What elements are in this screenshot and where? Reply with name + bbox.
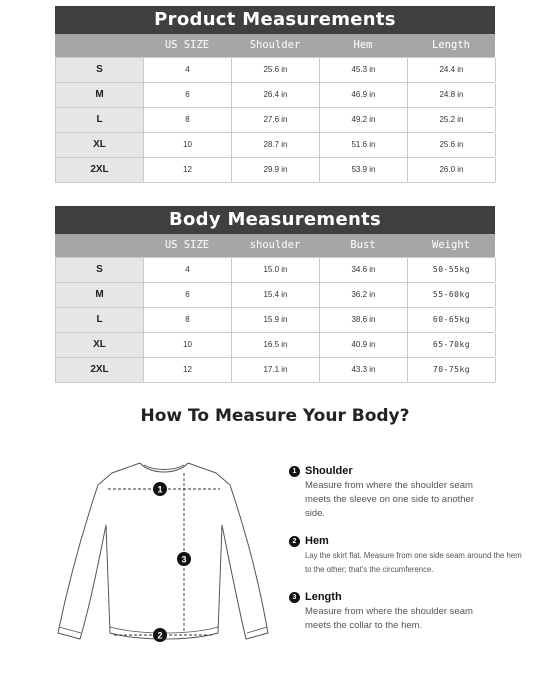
header-cell: shoulder — [249, 239, 301, 251]
table-cell: 46.9 in — [319, 83, 407, 107]
instruction-length — [289, 591, 529, 633]
table-row — [55, 157, 495, 183]
marker-1-label: 1 — [157, 484, 163, 495]
table-cell: 38.6 in — [319, 308, 407, 332]
table-cell: 12 — [143, 358, 231, 382]
table-cell: 8 — [143, 308, 231, 332]
body-measurements-table — [55, 206, 495, 383]
table-row — [55, 307, 495, 332]
size-cell: M — [55, 83, 143, 107]
number-badge: 1 — [289, 466, 300, 477]
marker-2-label: 2 — [157, 630, 163, 641]
number-badge: 3 — [289, 592, 300, 603]
table-cell: 12 — [143, 158, 231, 182]
table-cell: 70-75kg — [407, 358, 496, 382]
size-cell: S — [55, 258, 143, 282]
marker-3-label: 3 — [181, 554, 187, 565]
table-cell: 45.3 in — [319, 58, 407, 82]
table-cell: 50-55kg — [407, 258, 496, 282]
table-cell: 25.6 in — [407, 133, 496, 157]
instruction-text: Lay the skirt flat. Measure from one side seam around the hem to the other; that's the circumference. — [305, 551, 522, 574]
table-cell: 4 — [143, 258, 231, 282]
table-cell: 34.6 in — [319, 258, 407, 282]
number-badge: 2 — [289, 536, 300, 547]
table-cell: 8 — [143, 108, 231, 132]
header-cell: US SIZE — [164, 39, 210, 51]
product-table-title: Product Measurements — [55, 6, 495, 34]
table-cell: 49.2 in — [319, 108, 407, 132]
product-table-body — [55, 57, 495, 183]
table-cell: 53.9 in — [319, 158, 407, 182]
size-cell: XL — [55, 133, 143, 157]
size-cell: S — [55, 58, 143, 82]
table-cell: 40.9 in — [319, 333, 407, 357]
header-cell: Length — [432, 39, 470, 51]
table-row — [55, 357, 495, 383]
table-cell: 24.8 in — [407, 83, 496, 107]
table-cell: 26.0 in — [407, 158, 496, 182]
table-row — [55, 282, 495, 307]
table-cell: 10 — [143, 133, 231, 157]
header-cell: Weight — [432, 239, 470, 251]
table-cell: 55-60kg — [407, 283, 496, 307]
table-cell: 43.3 in — [319, 358, 407, 382]
instruction-title: Hem — [305, 535, 329, 547]
instruction-shoulder — [289, 465, 529, 521]
instruction-text: Measure from where the shoulder seam meets the collar to the hem. — [305, 606, 473, 631]
size-cell: M — [55, 283, 143, 307]
table-cell: 6 — [143, 83, 231, 107]
marker-3 — [177, 552, 191, 566]
size-cell: 2XL — [55, 158, 143, 182]
table-cell: 17.1 in — [231, 358, 319, 382]
table-cell: 65-70kg — [407, 333, 496, 357]
size-cell: L — [55, 108, 143, 132]
header-cell: US SIZE — [164, 239, 210, 251]
table-cell: 27.6 in — [231, 108, 319, 132]
product-measurements-table — [55, 6, 495, 183]
header-cell — [55, 34, 143, 57]
size-cell: 2XL — [55, 358, 143, 382]
size-cell: XL — [55, 333, 143, 357]
table-cell: 28.7 in — [231, 133, 319, 157]
sweater-diagram — [50, 455, 280, 650]
table-cell: 15.0 in — [231, 258, 319, 282]
header-cell: Bust — [350, 239, 376, 251]
table-cell: 60-65kg — [407, 308, 496, 332]
measurement-lines — [108, 473, 220, 635]
table-row — [55, 332, 495, 357]
body-table-title: Body Measurements — [55, 206, 495, 234]
table-cell: 15.4 in — [231, 283, 319, 307]
table-row — [55, 107, 495, 132]
instruction-title: Shoulder — [305, 465, 353, 477]
table-cell: 29.9 in — [231, 158, 319, 182]
table-cell: 10 — [143, 333, 231, 357]
header-cell: Hem — [353, 39, 373, 51]
body-table-body — [55, 257, 495, 383]
instruction-hem — [289, 535, 529, 577]
marker-2 — [153, 628, 167, 642]
table-cell: 15.9 in — [231, 308, 319, 332]
table-cell: 26.4 in — [231, 83, 319, 107]
table-cell: 36.2 in — [319, 283, 407, 307]
table-row — [55, 57, 495, 82]
how-to-measure-heading: How To Measure Your Body? — [140, 406, 410, 426]
table-row — [55, 257, 495, 282]
marker-1 — [153, 482, 167, 496]
table-cell: 25.2 in — [407, 108, 496, 132]
header-cell — [55, 234, 143, 257]
table-cell: 24.4 in — [407, 58, 496, 82]
table-cell: 4 — [143, 58, 231, 82]
table-cell: 25.6 in — [231, 58, 319, 82]
body-table-header — [55, 234, 495, 257]
product-table-header — [55, 34, 495, 57]
header-cell: Shoulder — [249, 39, 301, 51]
instruction-text: Measure from where the shoulder seam meets the sleeve on one side to another side. — [305, 480, 475, 519]
size-cell: L — [55, 308, 143, 332]
table-cell: 51.6 in — [319, 133, 407, 157]
table-row — [55, 82, 495, 107]
instruction-title: Length — [305, 591, 342, 603]
table-cell: 6 — [143, 283, 231, 307]
table-row — [55, 132, 495, 157]
table-cell: 16.5 in — [231, 333, 319, 357]
